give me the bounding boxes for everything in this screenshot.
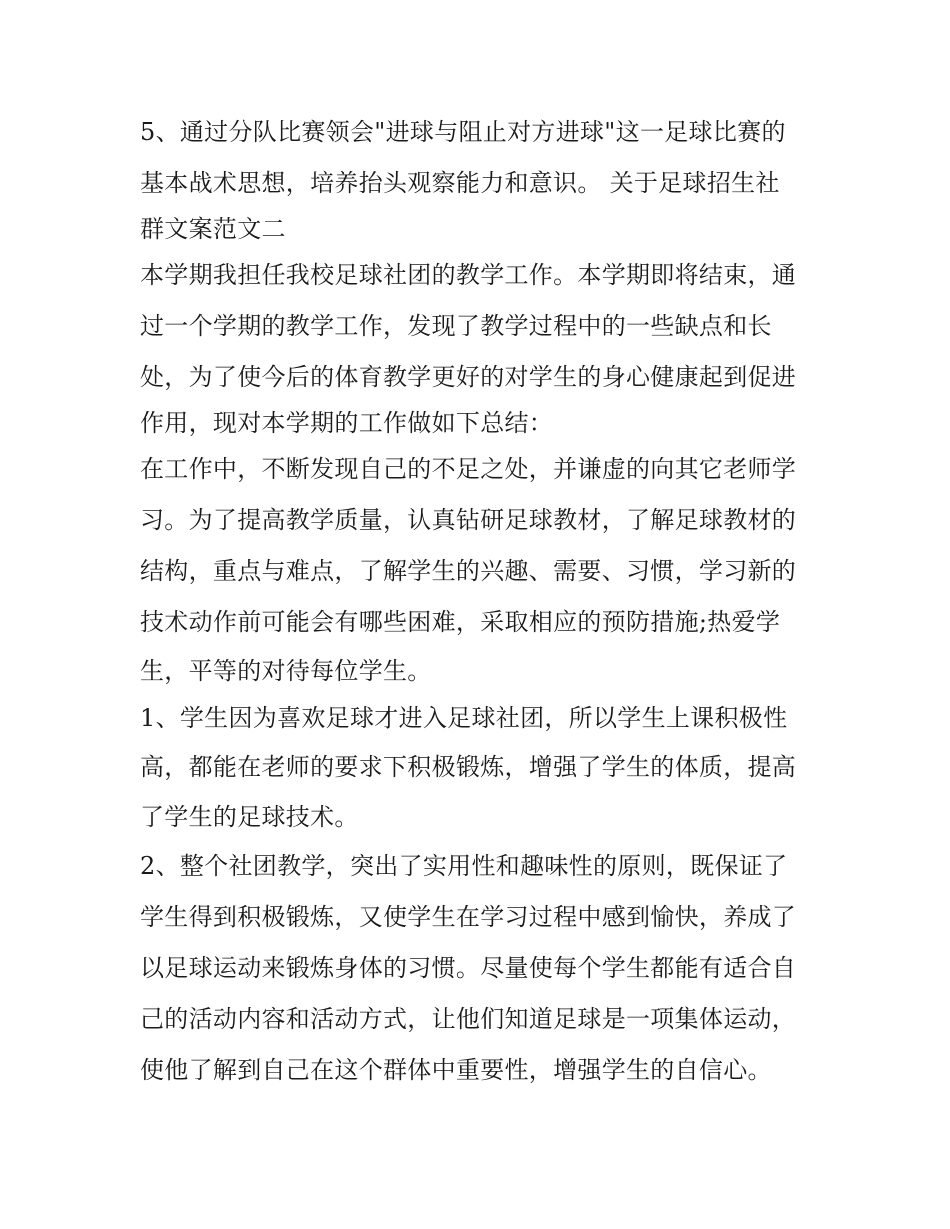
text-line: 生，平等的对待每位学生。 xyxy=(140,657,432,685)
text-line: 2、整个社团教学，突出了实用性和趣味性的原则，既保证了 xyxy=(140,852,788,880)
text-line: 己的活动内容和活动方式，让他们知道足球是一项集体运动， xyxy=(140,1005,797,1033)
text-line: 本学期我担任我校足球社团的教学工作。本学期即将结束，通 xyxy=(140,261,797,289)
text-line: 处，为了使今后的体育教学更好的对学生的身心健康起到促进 xyxy=(140,363,797,391)
text-line: 过一个学期的教学工作，发现了教学过程中的一些缺点和长 xyxy=(140,312,772,340)
text-line: 了学生的足球技术。 xyxy=(140,803,359,831)
text-line: 作用，现对本学期的工作做如下总结： xyxy=(140,409,554,437)
text-line: 基本战术思想，培养抬头观察能力和意识。 关于足球招生社 xyxy=(140,169,780,197)
text-line: 5、通过分队比赛领会"进球与阻止对方进球"这一足球比赛的 xyxy=(140,118,786,146)
text-line: 高，都能在老师的要求下积极锻炼，增强了学生的体质，提高 xyxy=(140,753,797,781)
text-line: 习。为了提高教学质量，认真钻研足球教材，了解足球教材的 xyxy=(140,506,797,534)
document-page xyxy=(140,107,815,1096)
text-line: 1、学生因为喜欢足球才进入足球社团，所以学生上课积极性 xyxy=(140,704,788,732)
text-line: 技术动作前可能会有哪些困难，采取相应的预防措施;热爱学 xyxy=(140,608,781,636)
text-line: 以足球运动来锻炼身体的习惯。尽量使每个学生都能有适合自 xyxy=(140,954,797,982)
text-line: 在工作中，不断发现自己的不足之处，并谦虚的向其它老师学 xyxy=(140,455,797,483)
text-line: 学生得到积极锻炼，又使学生在学习过程中感到愉快，养成了 xyxy=(140,903,797,931)
text-line: 结构，重点与难点，了解学生的兴趣、需要、习惯，学习新的 xyxy=(140,557,797,585)
text-line: 群文案范文二 xyxy=(140,215,286,243)
text-line: 使他了解到自己在这个群体中重要性，增强学生的自信心。 xyxy=(140,1056,772,1084)
